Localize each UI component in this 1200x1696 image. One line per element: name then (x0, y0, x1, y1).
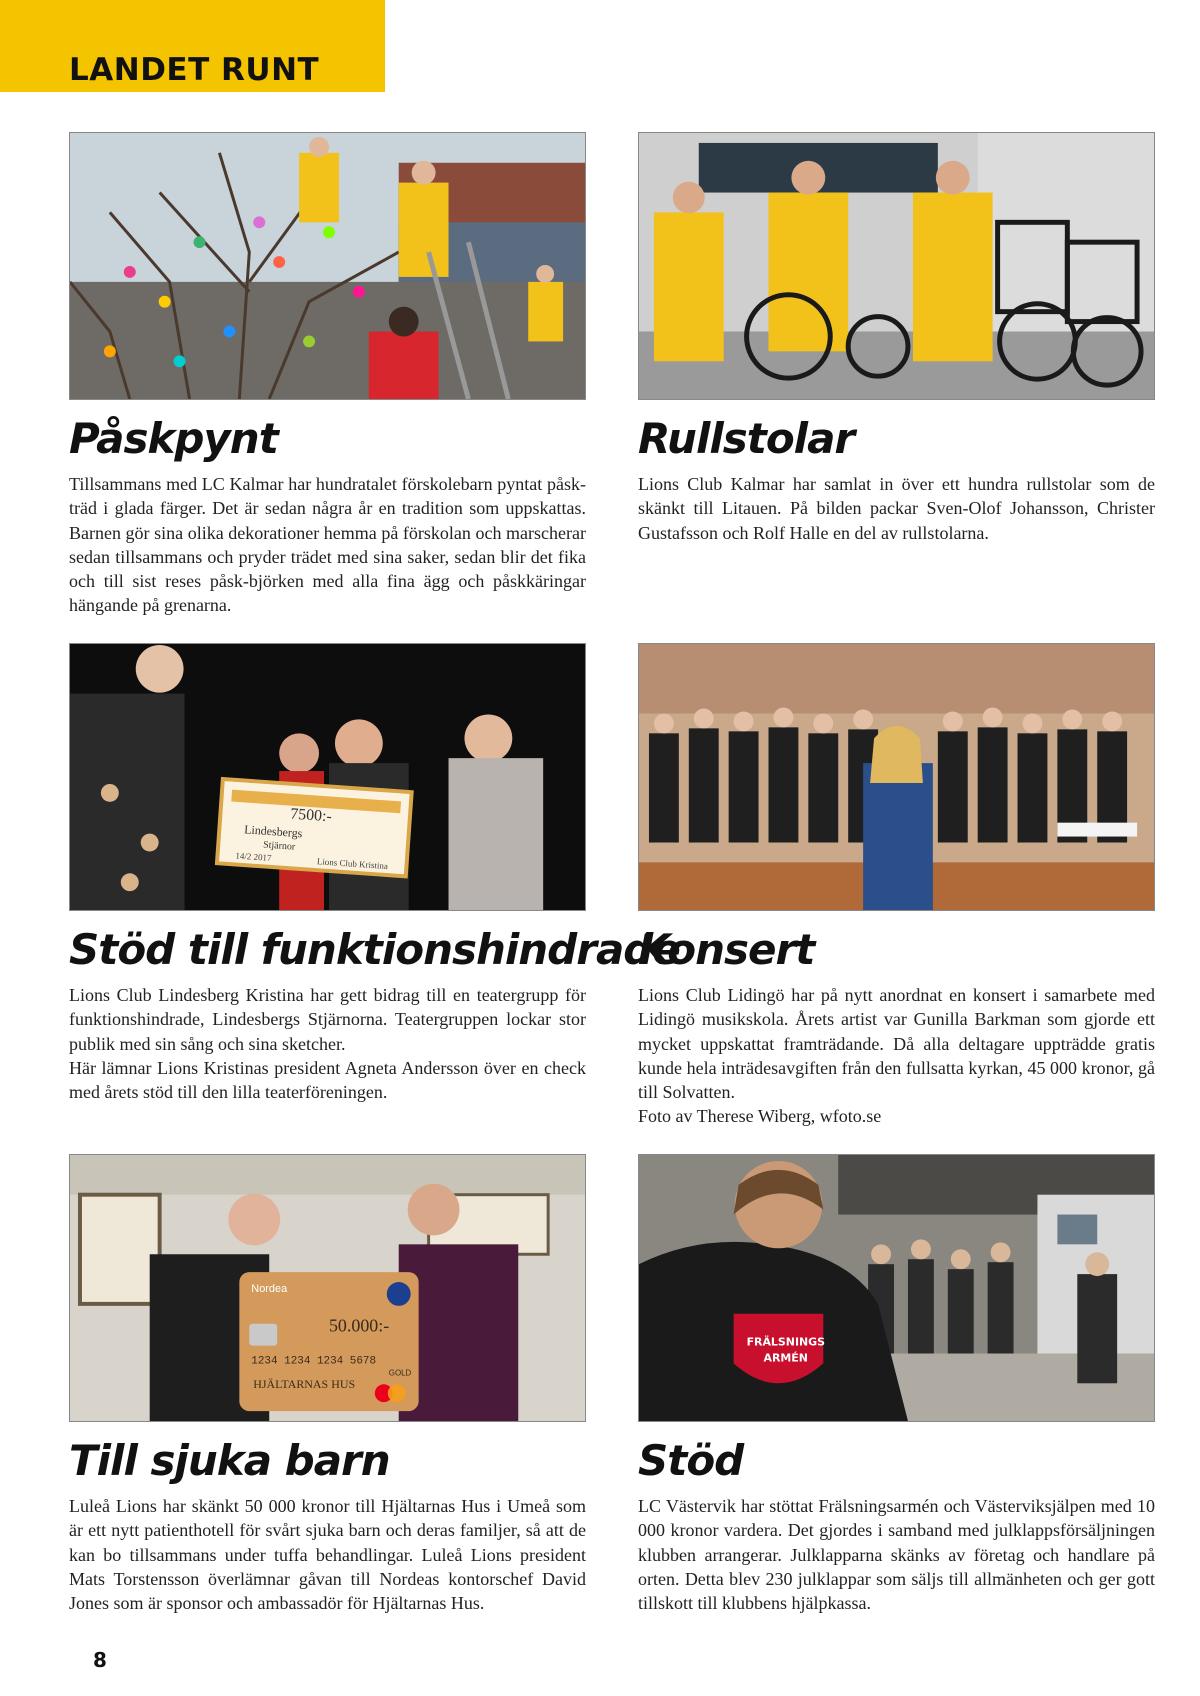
article-body (638, 472, 1155, 545)
paragraph: Lions Club Lidingö har på nytt anordnat en konsert i samarbete med Lidingö musikskola. Årets artist var Gunilla Barkman som gjorde ett mycket uppskattat framträdande. Då alla deltagare uppträdde gratis kunde hela inträdesavgiften från den fullsatta kyrkan, 45 000 kronor, gå till Solvatten. (638, 985, 1155, 1103)
paragraph: Luleå Lions har skänkt 50 000 kronor till Hjältarnas Hus i Umeå som är ett nytt patienthotell för svårt sjuka barn och deras familjer, så att de kan bo tillsammans under tuffa behandlingar. Luleå Lions president Mats Torstensson överlämnar gåvan till Nordeas kontorschef David Jones som är sponsor och ambassadör för Hjältarnas Hus. (69, 1496, 586, 1614)
paragraph: Här lämnar Lions Kristinas president Agneta Andersson över en check med årets stöd till den lilla teaterföreningen. (69, 1057, 586, 1103)
article-body (69, 1494, 586, 1615)
card-name: HJÄLTARNAS HUS (253, 1377, 356, 1392)
article-paskpynt (69, 132, 586, 618)
emblem-text-1: FRÄLSNINGS (746, 1335, 826, 1349)
photo-easter-tree (69, 132, 586, 400)
emblem-text-2: ARMÉN (763, 1351, 808, 1365)
section-header (0, 0, 385, 92)
photo-giant-card (69, 1154, 586, 1422)
photo-wheelchairs (638, 132, 1155, 400)
headline: Till sjuka barn (69, 1436, 390, 1485)
article-body (69, 472, 586, 618)
card-amount: 50.000:- (328, 1315, 390, 1336)
card-tier: GOLD (388, 1368, 412, 1378)
check-date: 14/2 2017 (235, 850, 272, 863)
article-rullstolar (638, 132, 1155, 545)
paragraph: Tillsammans med LC Kalmar har hundratalet förskolebarn pyntat påsk-träd i glada färger. Det är sedan några år en tradition som uppskattas. Barnen gör sina olika dekorationer hemma på förskolan och marscherar sedan tillsammans och pryder trädet med sina saker, sedan blir det fika och till sist reses påsk-björken med alla fina ägg och påskkäringar hängande på grenarna. (69, 474, 586, 616)
section-title: LANDET RUNT (69, 52, 320, 88)
article-funktionshindrade (69, 643, 680, 1104)
headline: Konsert (638, 925, 815, 974)
check-payee-line2: Stjärnor (262, 839, 296, 853)
article-body (69, 983, 586, 1104)
article-konsert (638, 643, 1155, 1129)
paragraph: Lions Club Kalmar har samlat in över ett hundra rullstolar som de skänkt till Litauen. På bilden packar Sven-Olof Johansson, Christer Gustafsson och Rolf Halle en del av rullstolarna. (638, 474, 1155, 543)
card-number: 1234 1234 1234 5678 (251, 1355, 377, 1368)
headline: Rullstolar (638, 414, 855, 463)
check-signature: Lions Club Kristina (316, 856, 389, 872)
headline: Påskpynt (69, 414, 278, 463)
photo-train-platform (638, 1154, 1155, 1422)
check-amount: 7500:- (289, 805, 333, 826)
article-body (638, 983, 1155, 1129)
check-payee-line1: Lindesbergs (243, 822, 303, 841)
paragraph: LC Västervik har stöttat Frälsningsarmén och Västerviksjälpen med 10 000 kronor vardera. Det gjordes i samband med julklappsförsäljningen klubben arrangerar. Julklapparna skänks av företag och handlare på orten. Detta blev 230 julklappar som säljs till allmänheten och ger gott tillskott till klubbens hjälpkassa. (638, 1496, 1155, 1614)
page-number: 8 (93, 1648, 107, 1672)
headline: Stöd till funktionshindrade (69, 925, 680, 974)
photo-check-handover (69, 643, 586, 911)
headline: Stöd (638, 1436, 744, 1485)
article-sjuka-barn (69, 1154, 586, 1615)
article-body (638, 1494, 1155, 1615)
article-stod (638, 1154, 1155, 1615)
photo-concert (638, 643, 1155, 911)
paragraph: Lions Club Lindesberg Kristina har gett bidrag till en teatergrupp för funktionshindrade, Lindesbergs Stjärnorna. Teatergruppen lockar stor publik med sin sång och sina sketcher. (69, 985, 586, 1054)
photo-credit: Foto av Therese Wiberg, wfoto.se (638, 1106, 882, 1127)
card-bank: Nordea (251, 1282, 288, 1295)
